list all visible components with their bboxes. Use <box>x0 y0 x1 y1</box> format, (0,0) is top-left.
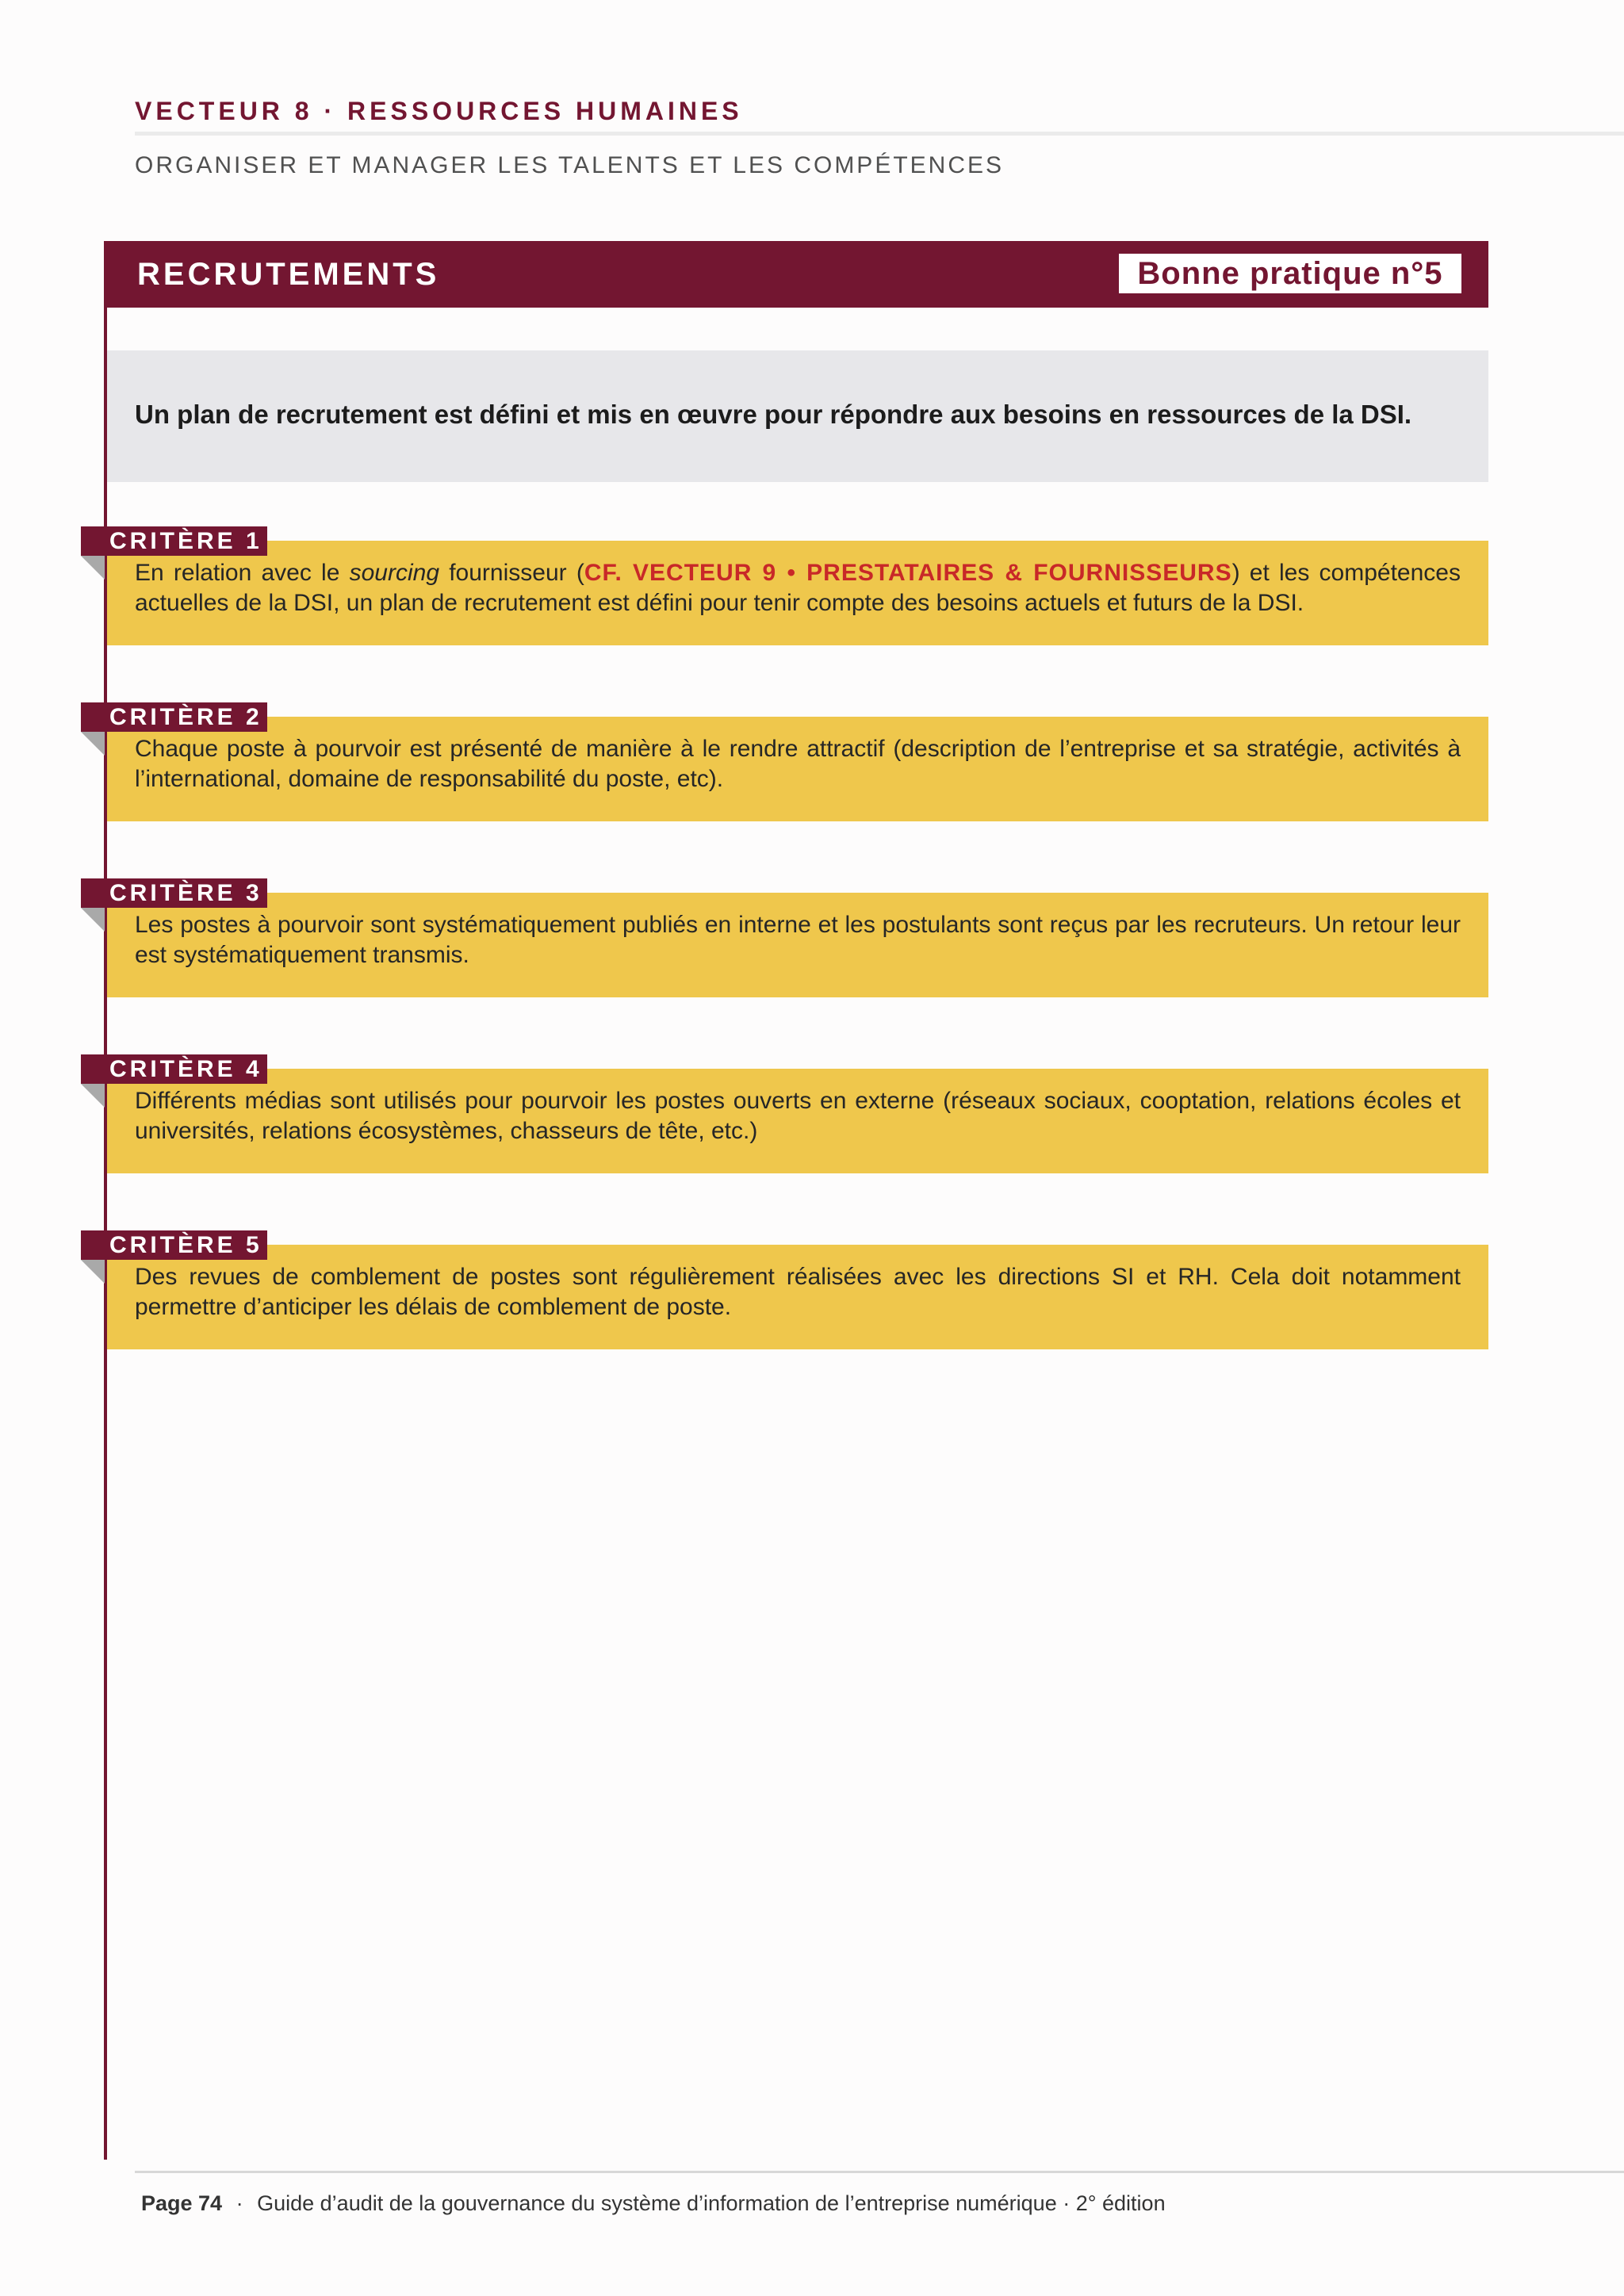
practice-header-bar <box>104 241 1488 308</box>
footer-divider <box>135 2171 1624 2173</box>
criterion-text-part: ) et les compétences actuelles de la DSI, un plan de recrutement est défini pour tenir compte des besoins actuels et futurs de la DSI. <box>135 560 1461 616</box>
criterion-body <box>107 1245 1488 1349</box>
criterion-text-part: fournisseur ( <box>439 560 584 586</box>
criterion-text <box>135 558 1461 618</box>
criterion-text: Différents médias sont utilisés pour pourvoir les postes ouverts en externe (réseaux sociaux, cooptation, relations écoles et universités, relations écosystèmes, chasseurs de tête, etc.) <box>135 1088 1461 1144</box>
criterion-body <box>107 717 1488 821</box>
footer-separator: · <box>236 2191 243 2215</box>
criterion-label: CRITÈRE 5 <box>81 1230 267 1260</box>
criterion-body <box>107 893 1488 997</box>
criterion-5 <box>0 1230 1624 1349</box>
tab-fold-shadow <box>81 556 105 580</box>
header-divider <box>135 132 1624 136</box>
practice-title: RECRUTEMENTS <box>137 257 440 292</box>
criterion-text: Des revues de comblement de postes sont régulièrement réalisées avec les directions SI et RH. Cela doit notamment permettre d’anticiper les délais de comblement de poste. <box>135 1264 1461 1320</box>
criterion-label: CRITÈRE 2 <box>81 702 267 732</box>
tab-fold-shadow <box>81 1084 105 1108</box>
vector-title: VECTEUR 8 · RESSOURCES HUMAINES <box>135 97 743 125</box>
criterion-text: Chaque poste à pourvoir est présenté de manière à le rendre attractif (description de l’entreprise et sa stratégie, activités à l’international, domaine de responsabilité du poste, etc). <box>135 736 1461 792</box>
criterion-label: CRITÈRE 3 <box>81 878 267 908</box>
practice-number-badge: Bonne pratique n°5 <box>1119 254 1461 293</box>
footer-text: Guide d’audit de la gouvernance du système d’information de l’entreprise numérique · 2° édition <box>257 2191 1166 2215</box>
criterion-3 <box>0 878 1624 997</box>
criterion-text-part: En relation avec le <box>135 560 350 586</box>
tab-fold-shadow <box>81 908 105 932</box>
tab-fold-shadow <box>81 1260 105 1284</box>
criterion-text: Les postes à pourvoir sont systématiquement publiés en interne et les postulants sont reçus par les recruteurs. Un retour leur est systématiquement transmis. <box>135 912 1461 968</box>
criterion-1 <box>0 526 1624 645</box>
criterion-label: CRITÈRE 1 <box>81 526 267 556</box>
cross-reference-link[interactable]: CF. VECTEUR 9 • PRESTATAIRES & FOURNISSEURS <box>584 560 1232 586</box>
footer <box>141 2191 1166 2216</box>
practice-summary-box <box>107 350 1488 482</box>
criterion-text-italic: sourcing <box>349 560 440 586</box>
practice-summary-text: Un plan de recrutement est défini et mis en œuvre pour répondre aux besoins en ressources de la DSI. <box>135 400 1412 429</box>
vector-subtitle: ORGANISER ET MANAGER LES TALENTS ET LES COMPÉTENCES <box>135 152 1005 178</box>
criterion-2 <box>0 702 1624 821</box>
criterion-body <box>107 1069 1488 1173</box>
criterion-4 <box>0 1054 1624 1173</box>
criterion-body <box>107 541 1488 645</box>
page-number: Page 74 <box>141 2191 223 2215</box>
criterion-label: CRITÈRE 4 <box>81 1054 267 1084</box>
tab-fold-shadow <box>81 732 105 756</box>
